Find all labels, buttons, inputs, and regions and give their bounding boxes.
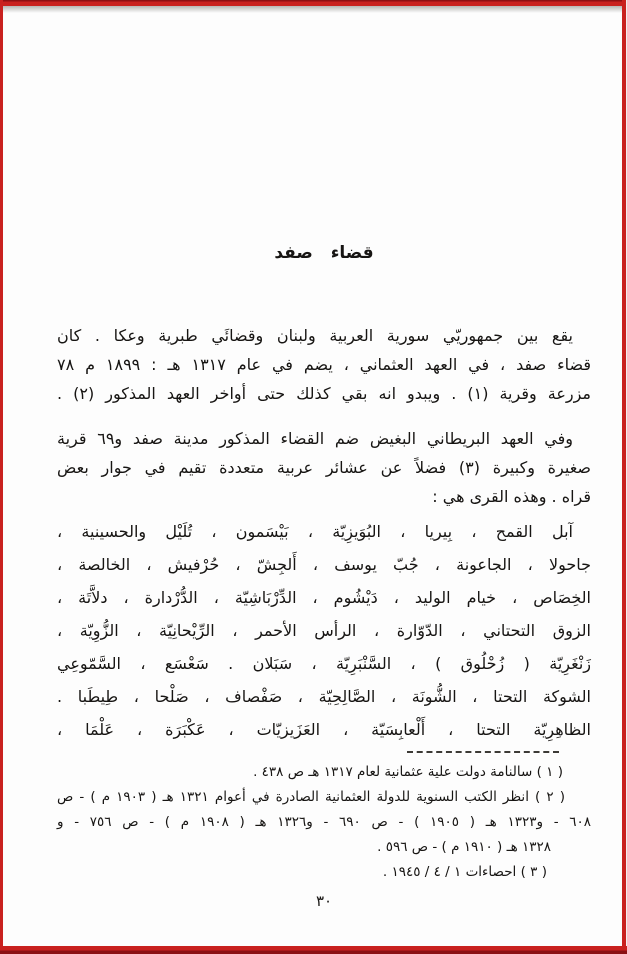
footnote-line: ( ١ ) سالنامة دولت علية عثمانية لعام ١٣١٧ هـ ص ٤٣٨ . (253, 764, 563, 780)
village-line: الظاهِرِيّة التحتا ، أَلْعابِسَيّة ، العَزَيزيّات ، عَكْبَرَة ، عَلْمَا ، (57, 720, 591, 739)
village-line: الشوكة التحتا ، الشُّونَة ، الصَّالِحِيّة ، صَفْصاف ، صَلْحا ، طِيطَبا . (57, 687, 591, 706)
scan-border-bottom (0, 946, 627, 954)
page-number: ٣٠ (315, 892, 333, 910)
footnote-line: ( ٣ ) احصاءات ١ / ٤ / ١٩٤٥ . (382, 864, 547, 880)
village-line: الخِصَاص ، خيام الوليد ، دَيْشُوم ، الدِّرْبَاشِيّة ، الدُّرْدارة ، دلاَّتَة ، (57, 588, 591, 607)
scan-border-left (0, 0, 3, 954)
village-line: جاحولا ، الجاعونة ، جُبّ يوسف ، أَلجِشّ ، حُرْفيش ، الخالصة ، (57, 555, 591, 574)
page-content (57, 243, 591, 910)
chapter-title: قضاء صفد (274, 243, 374, 263)
footnote-line: ٦٠٨ - و١٣٢٣ هـ ( ١٩٠٥ ) - ص ٦٩٠ - و١٣٢٦ هـ ( ١٩٠٨ م ) - ص ٧٥٦ - و (57, 814, 592, 830)
footnote-line: ١٣٢٨ هـ ( ١٩١٠ م ) - ص ٥٩٦ . (377, 839, 551, 855)
text-line: قراه . وهذه القرى هي : (432, 487, 591, 506)
footnote-line: ( ٢ ) انظر الكتب السنوية للدولة العثمانية الصادرة في أعوام ١٣٢١ هـ ( ١٩٠٣ م ) - ص (57, 789, 566, 805)
village-line: الزوق التحتاني ، الدّوّارة ، الرأس الأحمر ، الرِّيْحانِيّة ، الزُّوِيّة ، (57, 621, 591, 640)
village-line: زَنْغَرِيّة ( زُحْلُوق ) ، السَّنْبَرِيّة ، سَبَلان . سَعْسَع ، السَّمّوعِي (57, 654, 591, 673)
footnote-separator-rule (407, 751, 559, 753)
footnotes (57, 760, 591, 885)
scan-edge-shadow (0, 6, 627, 13)
text-line: وفي العهد البريطاني البغيض ضم القضاء المذكور مدينة صفد و٦٩ قرية (57, 429, 574, 448)
text-line: صغيرة وكبيرة (٣) فضلاً عن عشائر عربية متعددة تقيم في جوار بعض (57, 458, 592, 477)
text-line: مزرعة وقرية (١) . ويبدو انه بقي كذلك حتى أواخر العهد المذكور (٢) . (57, 384, 591, 403)
paragraph-british-era (57, 424, 591, 511)
paragraph-intro (57, 321, 591, 408)
text-line: يقع بين جمهوريّي سورية العربية ولبنان وقضائَي طبرية وعكا . كان (57, 326, 573, 345)
village-line: آبل القمح ، بِيريا ، البُوَيزِيّة ، بَيْسَمون ، تُلَيْل والحسينية ، (57, 522, 573, 541)
village-list (57, 515, 591, 746)
text-line: قضاء صفد ، في العهد العثماني ، يضم في عام ١٣١٧ هـ : ١٨٩٩ م ٧٨ (57, 355, 591, 374)
